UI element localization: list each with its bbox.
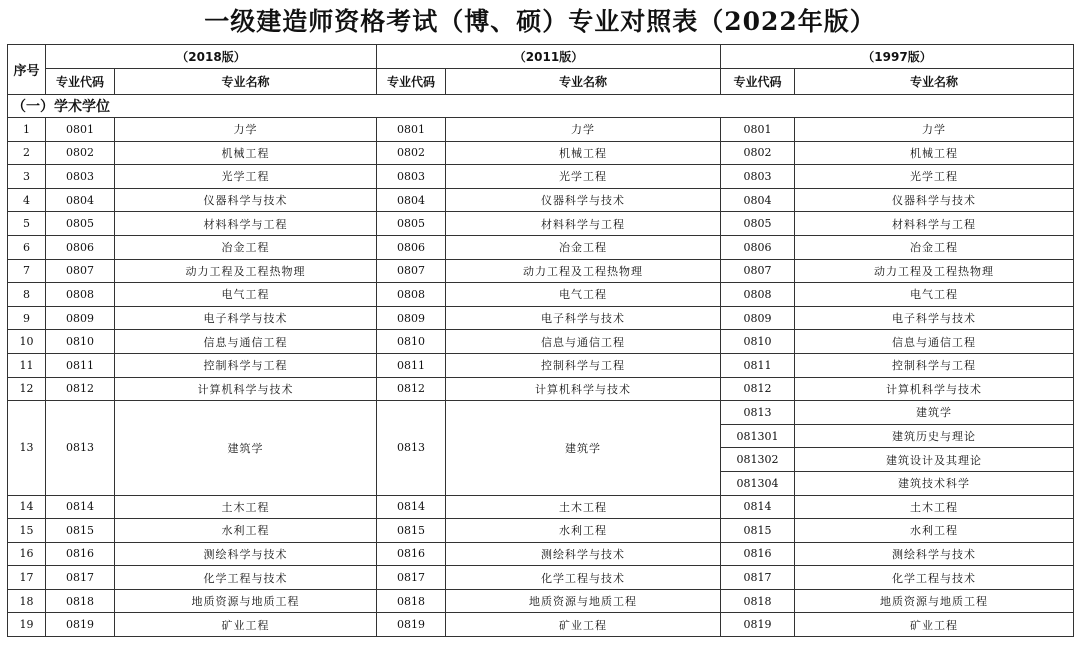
- name-2018-cell: 力学: [115, 118, 377, 142]
- name-2018-cell: 地质资源与地质工程: [115, 589, 377, 613]
- code-2018-cell: 0818: [46, 589, 115, 613]
- code-2018-cell: 0807: [46, 259, 115, 283]
- table-row: [8, 330, 1074, 354]
- table-row: [8, 118, 1074, 142]
- version-2011-header: （2011版）: [377, 45, 721, 69]
- code-2018-cell: 0814: [46, 495, 115, 519]
- name-1997-cell: 机械工程: [795, 141, 1074, 165]
- code-1997-cell: 0810: [721, 330, 795, 354]
- name-1997-cell: 冶金工程: [795, 235, 1074, 259]
- name-1997-cell: 水利工程: [795, 519, 1074, 543]
- seq-cell: 3: [8, 165, 46, 189]
- code-2011-cell: 0817: [377, 566, 446, 590]
- code-2018-cell: 0808: [46, 283, 115, 307]
- table-row: [8, 188, 1074, 212]
- table-row: [8, 165, 1074, 189]
- table-row: [8, 589, 1074, 613]
- table-row: [8, 235, 1074, 259]
- code-2011-cell: 0815: [377, 519, 446, 543]
- table-row: [8, 306, 1074, 330]
- code-2011-cell: 0818: [377, 589, 446, 613]
- name-2011-cell: 机械工程: [446, 141, 721, 165]
- code-1997-cell: 0803: [721, 165, 795, 189]
- seq-cell: 8: [8, 283, 46, 307]
- name-1997-cell: 建筑学: [795, 401, 1074, 425]
- name-1997-cell: 建筑历史与理论: [795, 424, 1074, 448]
- code-2018-cell: 0812: [46, 377, 115, 401]
- code-2018-cell: 0813: [46, 401, 115, 495]
- code-1997-cell: 0806: [721, 235, 795, 259]
- name-2011-cell: 水利工程: [446, 519, 721, 543]
- code-1997-cell: 0816: [721, 542, 795, 566]
- name-2011-cell: 冶金工程: [446, 235, 721, 259]
- name-1997-cell: 光学工程: [795, 165, 1074, 189]
- name-2011-cell: 信息与通信工程: [446, 330, 721, 354]
- name-header-2018: 专业名称: [115, 69, 377, 95]
- seq-cell: 13: [8, 401, 46, 495]
- seq-cell: 4: [8, 188, 46, 212]
- seq-cell: 17: [8, 566, 46, 590]
- name-2011-cell: 建筑学: [446, 401, 721, 495]
- seq-header: 序号: [8, 45, 46, 95]
- table-row: [8, 542, 1074, 566]
- code-2011-cell: 0805: [377, 212, 446, 236]
- code-2011-cell: 0812: [377, 377, 446, 401]
- code-1997-cell: 0813: [721, 401, 795, 425]
- seq-cell: 2: [8, 141, 46, 165]
- name-2011-cell: 仪器科学与技术: [446, 188, 721, 212]
- code-1997-cell: 0802: [721, 141, 795, 165]
- table-body-b: [8, 401, 1074, 495]
- name-1997-cell: 信息与通信工程: [795, 330, 1074, 354]
- code-2011-cell: 0803: [377, 165, 446, 189]
- name-2018-cell: 水利工程: [115, 519, 377, 543]
- code-2018-cell: 0809: [46, 306, 115, 330]
- code-2018-cell: 0804: [46, 188, 115, 212]
- name-2018-cell: 化学工程与技术: [115, 566, 377, 590]
- code-1997-cell: 0815: [721, 519, 795, 543]
- version-1997-header: （1997版）: [721, 45, 1074, 69]
- name-2011-cell: 光学工程: [446, 165, 721, 189]
- seq-cell: 9: [8, 306, 46, 330]
- code-1997-cell: 0807: [721, 259, 795, 283]
- code-2011-cell: 0802: [377, 141, 446, 165]
- table-row: [8, 613, 1074, 637]
- code-2018-cell: 0801: [46, 118, 115, 142]
- section-title: （一）学术学位: [8, 95, 1074, 118]
- code-header-1997: 专业代码: [721, 69, 795, 95]
- seq-cell: 18: [8, 589, 46, 613]
- seq-cell: 15: [8, 519, 46, 543]
- name-2018-cell: 冶金工程: [115, 235, 377, 259]
- code-2011-cell: 0801: [377, 118, 446, 142]
- table-row: [8, 212, 1074, 236]
- name-1997-cell: 计算机科学与技术: [795, 377, 1074, 401]
- seq-cell: 5: [8, 212, 46, 236]
- name-2011-cell: 测绘科学与技术: [446, 542, 721, 566]
- table-row: [8, 377, 1074, 401]
- table-row: [8, 495, 1074, 519]
- code-2018-cell: 0802: [46, 141, 115, 165]
- code-1997-cell: 0811: [721, 353, 795, 377]
- code-2011-cell: 0806: [377, 235, 446, 259]
- name-1997-cell: 仪器科学与技术: [795, 188, 1074, 212]
- name-2018-cell: 材料科学与工程: [115, 212, 377, 236]
- code-1997-cell: 081301: [721, 424, 795, 448]
- code-2011-cell: 0809: [377, 306, 446, 330]
- name-1997-cell: 地质资源与地质工程: [795, 589, 1074, 613]
- code-1997-cell: 081302: [721, 448, 795, 472]
- code-1997-cell: 0801: [721, 118, 795, 142]
- name-2018-cell: 电子科学与技术: [115, 306, 377, 330]
- version-2018-header: （2018版）: [46, 45, 377, 69]
- name-2018-cell: 矿业工程: [115, 613, 377, 637]
- column-header-row: [8, 69, 1074, 95]
- name-1997-cell: 动力工程及工程热物理: [795, 259, 1074, 283]
- name-1997-cell: 电子科学与技术: [795, 306, 1074, 330]
- name-1997-cell: 建筑设计及其理论: [795, 448, 1074, 472]
- page-title: 一级建造师资格考试（博、硕）专业对照表（2022年版）: [204, 7, 876, 36]
- seq-cell: 11: [8, 353, 46, 377]
- seq-cell: 6: [8, 235, 46, 259]
- table-row: [8, 141, 1074, 165]
- code-1997-cell: 0808: [721, 283, 795, 307]
- name-2018-cell: 建筑学: [115, 401, 377, 495]
- code-1997-cell: 081304: [721, 471, 795, 495]
- table-row: [8, 283, 1074, 307]
- name-2018-cell: 仪器科学与技术: [115, 188, 377, 212]
- name-2011-cell: 动力工程及工程热物理: [446, 259, 721, 283]
- name-2018-cell: 土木工程: [115, 495, 377, 519]
- code-2018-cell: 0805: [46, 212, 115, 236]
- name-2011-cell: 力学: [446, 118, 721, 142]
- section-row: [8, 95, 1074, 118]
- code-header-2011: 专业代码: [377, 69, 446, 95]
- code-2011-cell: 0804: [377, 188, 446, 212]
- name-1997-cell: 电气工程: [795, 283, 1074, 307]
- name-2018-cell: 信息与通信工程: [115, 330, 377, 354]
- name-2018-cell: 机械工程: [115, 141, 377, 165]
- name-2011-cell: 控制科学与工程: [446, 353, 721, 377]
- major-comparison-table: [7, 44, 1074, 637]
- seq-cell: 10: [8, 330, 46, 354]
- name-2018-cell: 电气工程: [115, 283, 377, 307]
- table-row: [8, 353, 1074, 377]
- name-1997-cell: 土木工程: [795, 495, 1074, 519]
- table-row: [8, 401, 1074, 425]
- name-1997-cell: 材料科学与工程: [795, 212, 1074, 236]
- name-header-2011: 专业名称: [446, 69, 721, 95]
- code-header-2018: 专业代码: [46, 69, 115, 95]
- name-1997-cell: 矿业工程: [795, 613, 1074, 637]
- name-1997-cell: 建筑技术科学: [795, 471, 1074, 495]
- seq-cell: 19: [8, 613, 46, 637]
- seq-cell: 7: [8, 259, 46, 283]
- code-2018-cell: 0811: [46, 353, 115, 377]
- name-2011-cell: 土木工程: [446, 495, 721, 519]
- code-2011-cell: 0814: [377, 495, 446, 519]
- code-2011-cell: 0808: [377, 283, 446, 307]
- code-2011-cell: 0819: [377, 613, 446, 637]
- name-2011-cell: 地质资源与地质工程: [446, 589, 721, 613]
- name-1997-cell: 力学: [795, 118, 1074, 142]
- name-2011-cell: 化学工程与技术: [446, 566, 721, 590]
- code-2018-cell: 0817: [46, 566, 115, 590]
- name-1997-cell: 化学工程与技术: [795, 566, 1074, 590]
- name-1997-cell: 控制科学与工程: [795, 353, 1074, 377]
- name-2011-cell: 电子科学与技术: [446, 306, 721, 330]
- name-2018-cell: 控制科学与工程: [115, 353, 377, 377]
- code-2018-cell: 0803: [46, 165, 115, 189]
- name-1997-cell: 测绘科学与技术: [795, 542, 1074, 566]
- code-1997-cell: 0805: [721, 212, 795, 236]
- code-2018-cell: 0819: [46, 613, 115, 637]
- code-2018-cell: 0810: [46, 330, 115, 354]
- code-1997-cell: 0804: [721, 188, 795, 212]
- name-2018-cell: 计算机科学与技术: [115, 377, 377, 401]
- code-2018-cell: 0815: [46, 519, 115, 543]
- name-2011-cell: 材料科学与工程: [446, 212, 721, 236]
- name-2011-cell: 计算机科学与技术: [446, 377, 721, 401]
- version-header-row: [8, 45, 1074, 69]
- code-1997-cell: 0819: [721, 613, 795, 637]
- table-row: [8, 519, 1074, 543]
- name-2011-cell: 电气工程: [446, 283, 721, 307]
- seq-cell: 14: [8, 495, 46, 519]
- name-2018-cell: 测绘科学与技术: [115, 542, 377, 566]
- seq-cell: 1: [8, 118, 46, 142]
- table-body-a: [8, 118, 1074, 401]
- name-header-1997: 专业名称: [795, 69, 1074, 95]
- table-row: [8, 259, 1074, 283]
- code-1997-cell: 0812: [721, 377, 795, 401]
- code-2018-cell: 0816: [46, 542, 115, 566]
- code-1997-cell: 0817: [721, 566, 795, 590]
- code-2011-cell: 0813: [377, 401, 446, 495]
- code-2011-cell: 0811: [377, 353, 446, 377]
- code-1997-cell: 0809: [721, 306, 795, 330]
- seq-cell: 12: [8, 377, 46, 401]
- code-2011-cell: 0807: [377, 259, 446, 283]
- name-2018-cell: 动力工程及工程热物理: [115, 259, 377, 283]
- code-2011-cell: 0810: [377, 330, 446, 354]
- name-2018-cell: 光学工程: [115, 165, 377, 189]
- table-body-c: [8, 495, 1074, 637]
- code-2018-cell: 0806: [46, 235, 115, 259]
- table-row: [8, 566, 1074, 590]
- code-2011-cell: 0816: [377, 542, 446, 566]
- code-1997-cell: 0818: [721, 589, 795, 613]
- code-1997-cell: 0814: [721, 495, 795, 519]
- name-2011-cell: 矿业工程: [446, 613, 721, 637]
- seq-cell: 16: [8, 542, 46, 566]
